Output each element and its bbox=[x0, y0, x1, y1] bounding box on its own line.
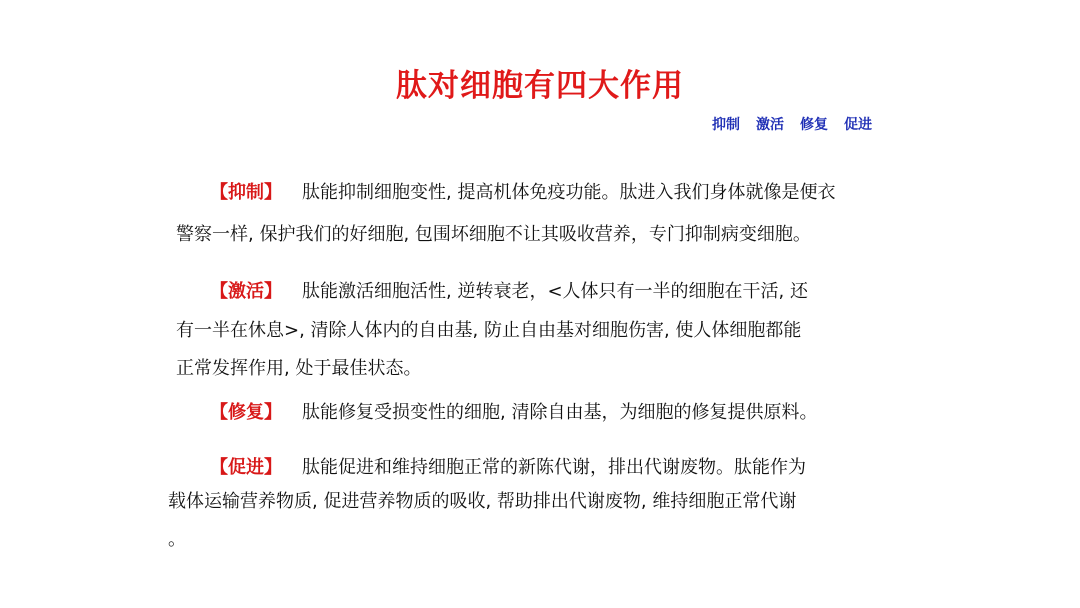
page-title: 肽对细胞有四大作用 bbox=[396, 68, 684, 104]
section-inhibit-tag: 【抑制】 bbox=[210, 182, 282, 203]
keyword-inhibit: 抑制 bbox=[712, 117, 740, 133]
section-promote-text-1: 肽能促进和维持细胞正常的新陈代谢，排出代谢废物。肽能作为 bbox=[302, 457, 806, 478]
section-promote-line-1 bbox=[210, 459, 806, 477]
section-activate-line-2: 有一半在休息>, 清除人体内的自由基, 防止自由基对细胞伤害, 使人体细胞都能 bbox=[176, 320, 802, 341]
section-activate-tag: 【激活】 bbox=[210, 281, 282, 302]
section-activate-text-1: 肽能激活细胞活性, 逆转衰老，<人体只有一半的细胞在干活, 还 bbox=[302, 281, 808, 302]
section-inhibit-text-1: 肽能抑制细胞变性, 提高机体免疫功能。肽进入我们身体就像是便衣 bbox=[302, 182, 836, 203]
section-inhibit-line-2: 警察一样, 保护我们的好细胞, 包围坏细胞不让其吸收营养，专门抑制病变细胞。 bbox=[176, 224, 811, 245]
keyword-activate: 激活 bbox=[756, 117, 784, 133]
keyword-repair: 修复 bbox=[800, 117, 828, 133]
section-promote-line-3: 。 bbox=[168, 529, 186, 550]
section-promote-tag: 【促进】 bbox=[210, 457, 282, 478]
section-repair-tag: 【修复】 bbox=[210, 402, 282, 423]
section-activate-line-3: 正常发挥作用, 处于最佳状态。 bbox=[176, 358, 422, 379]
section-repair-text-1: 肽能修复受损变性的细胞, 清除自由基，为细胞的修复提供原料。 bbox=[302, 402, 818, 423]
section-repair-line-1 bbox=[210, 404, 817, 422]
section-promote-line-2: 载体运输营养物质, 促进营养物质的吸收, 帮助排出代谢废物, 维持细胞正常代谢 bbox=[168, 491, 797, 512]
section-inhibit-line-1 bbox=[210, 184, 835, 202]
section-activate-line-1 bbox=[210, 283, 808, 301]
keyword-promote: 促进 bbox=[844, 117, 872, 133]
keyword-tags bbox=[712, 114, 872, 134]
